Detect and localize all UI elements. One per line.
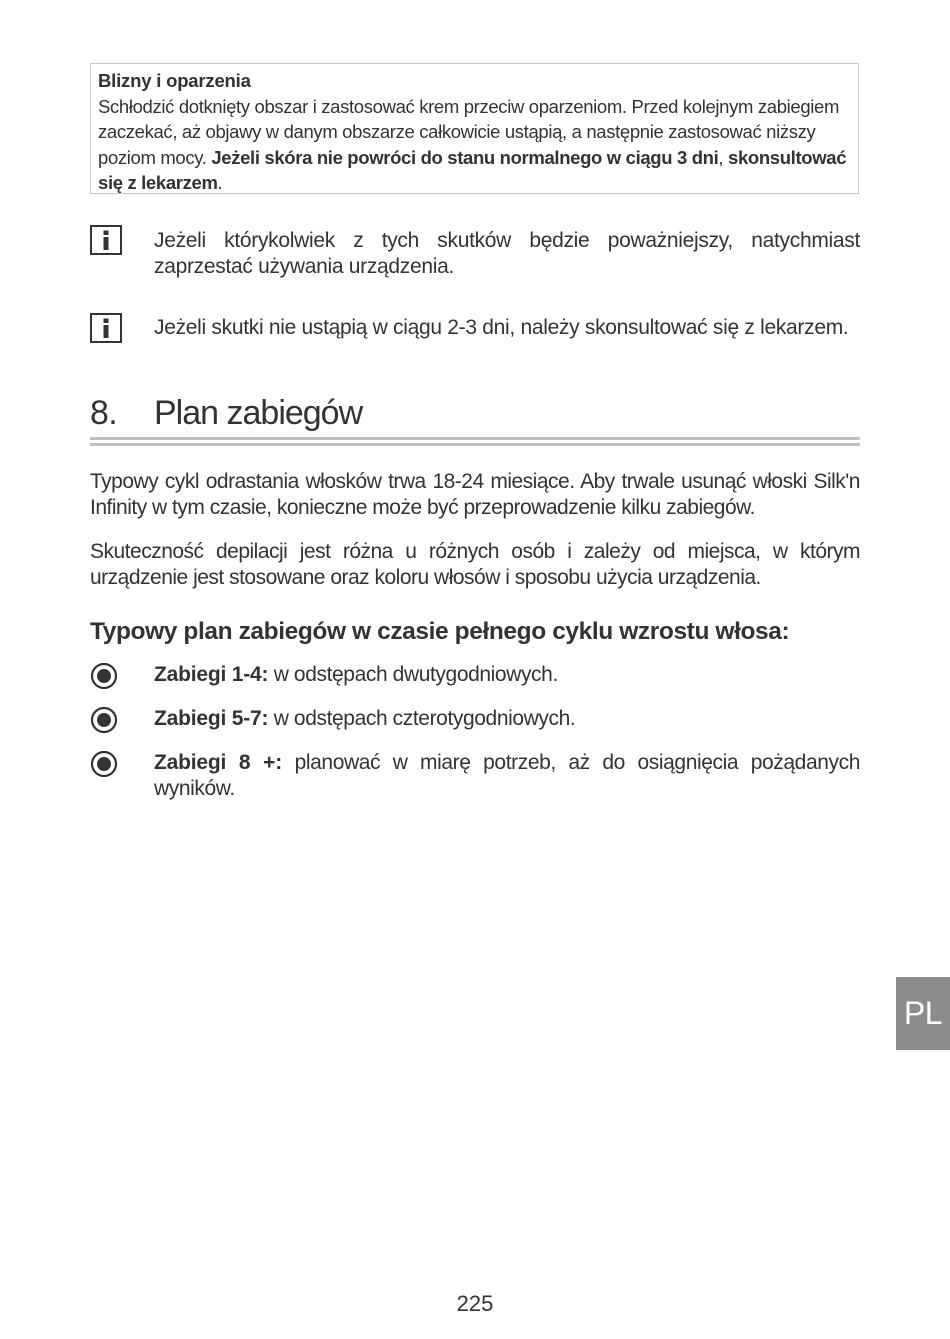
paragraph: Typowy cykl odrastania włosków trwa 18-24 miesiące. Aby trwale usunąć włoski Silk'n Infinity w tym czasie, konieczne może być przeprowadzenie kilku zabiegów. bbox=[90, 470, 860, 519]
info-icon bbox=[90, 225, 122, 255]
list-item-value: w odstępach dwutygodniowych. bbox=[268, 663, 558, 686]
list-item-label: Zabiegi 8 +: bbox=[154, 751, 283, 774]
warning-box bbox=[90, 63, 859, 194]
warning-bold-part: skonsultować się z lekarzem bbox=[98, 146, 847, 193]
list-item-label: Zabiegi 5-7: bbox=[154, 707, 269, 730]
section-title: Plan zabiegów bbox=[154, 394, 363, 432]
list-item-value: planować w miarę potrzeb, aż do osiągnięcia pożądanych wyników. bbox=[154, 751, 860, 800]
radio-bullet-icon bbox=[90, 662, 118, 690]
section-number: 8. bbox=[90, 394, 118, 432]
radio-bullet-icon bbox=[90, 750, 118, 778]
warning-text-part: , bbox=[718, 146, 728, 168]
list-item-text bbox=[154, 662, 860, 688]
warning-bold-part: Jeżeli skóra nie powróci do stanu normalnego w ciągu 3 dni bbox=[211, 146, 719, 168]
info-note-text: Jeżeli którykolwiek z tych skutków będzie poważniejszy, natychmiast zaprzestać używania urządzenia. bbox=[154, 229, 860, 278]
warning-text-part: Schłodzić dotknięty obszar i zastosować krem przeciw oparzeniom. Przed kolejnym zabiegiem zaczekać, aż objawy w danym obszarze całkowicie ustąpią, a następnie zastosować niższy poziom mocy. bbox=[98, 95, 840, 168]
language-tab: PL bbox=[896, 977, 950, 1050]
page-number: 225 bbox=[456, 1291, 494, 1316]
list-item-text bbox=[154, 706, 860, 732]
warning-box-title: Blizny i oparzenia bbox=[98, 70, 251, 91]
section-divider bbox=[90, 437, 860, 440]
radio-bullet-icon bbox=[90, 706, 118, 734]
info-icon bbox=[90, 313, 122, 343]
list-item-value: w odstępach czterotygodniowych. bbox=[268, 707, 576, 730]
list-item-text bbox=[154, 750, 860, 802]
warning-box-text bbox=[98, 94, 851, 196]
list-item-label: Zabiegi 1-4: bbox=[154, 663, 269, 686]
info-note-text: Jeżeli skutki nie ustąpią w ciągu 2-3 dni, należy skonsultować się z lekarzem. bbox=[154, 316, 849, 339]
subheading: Typowy plan zabiegów w czasie pełnego cyklu wzrostu włosa: bbox=[90, 618, 790, 645]
paragraph: Skuteczność depilacji jest różna u różnych osób i zależy od miejsca, w którym urządzenie jest stosowane oraz koloru włosów i sposobu użycia urządzenia. bbox=[90, 540, 860, 589]
section-divider bbox=[90, 443, 860, 446]
warning-text-part: . bbox=[217, 172, 223, 193]
